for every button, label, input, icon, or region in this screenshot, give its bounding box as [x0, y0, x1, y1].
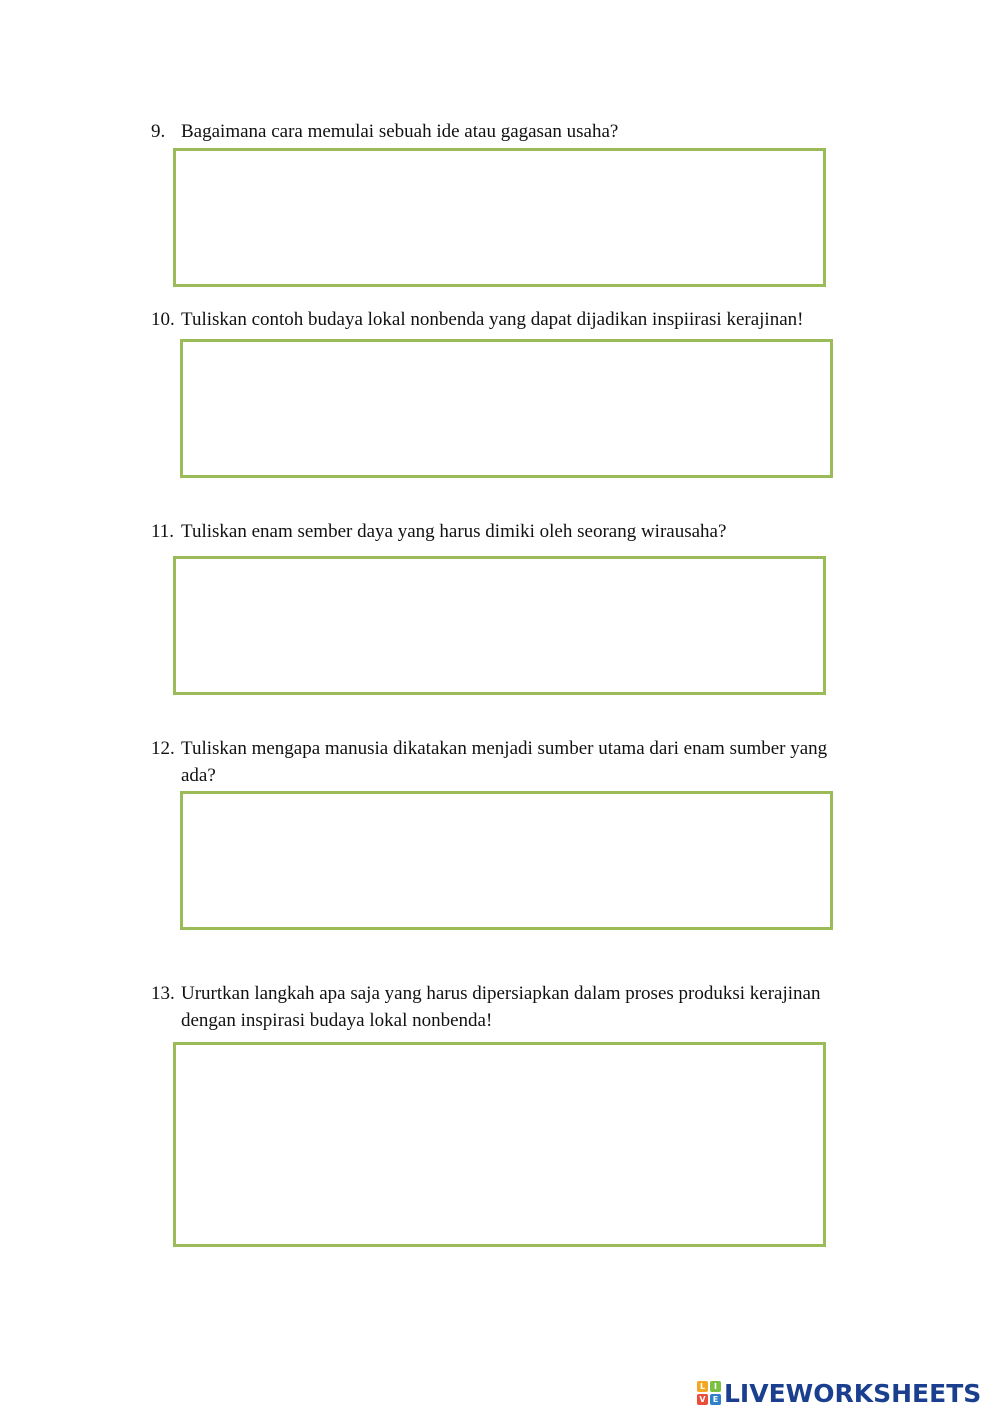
question-number: 13.	[151, 983, 175, 1004]
question-text-line-2: ada?	[181, 765, 216, 786]
logo-cell-i: I	[710, 1381, 721, 1392]
logo-cell-l: L	[697, 1381, 708, 1392]
logo-cell-e: E	[710, 1394, 721, 1405]
question-text: Bagaimana cara memulai sebuah ide atau gagasan usaha?	[181, 121, 619, 142]
question-text-line-1: Tuliskan mengapa manusia dikatakan menjadi sumber utama dari enam sumber yang	[181, 738, 828, 759]
answer-box-12[interactable]	[180, 791, 833, 930]
question-text-line-1: Ururtkan langkah apa saja yang harus dipersiapkan dalam proses produksi kerajinan	[181, 983, 821, 1004]
question-number: 12.	[151, 738, 175, 759]
answer-box-10[interactable]	[180, 339, 833, 478]
question-number: 11.	[151, 521, 175, 542]
liveworksheets-brand	[697, 1378, 981, 1408]
question-number: 9.	[151, 121, 166, 142]
question-text: Tuliskan contoh budaya lokal nonbenda yang dapat dijadikan inspiirasi kerajinan!	[181, 309, 804, 330]
liveworksheets-logo-icon	[697, 1381, 721, 1405]
question-text-line-2: dengan inspirasi budaya lokal nonbenda!	[181, 1010, 493, 1031]
logo-cell-v: V	[697, 1394, 708, 1405]
brand-name: LIVEWORKSHEETS	[724, 1378, 982, 1408]
answer-box-11[interactable]	[173, 556, 826, 695]
answer-box-13[interactable]	[173, 1042, 826, 1247]
question-number: 10.	[151, 309, 175, 330]
question-text: Tuliskan enam sember daya yang harus dimiki oleh seorang wirausaha?	[181, 521, 727, 542]
answer-box-9[interactable]	[173, 148, 826, 287]
